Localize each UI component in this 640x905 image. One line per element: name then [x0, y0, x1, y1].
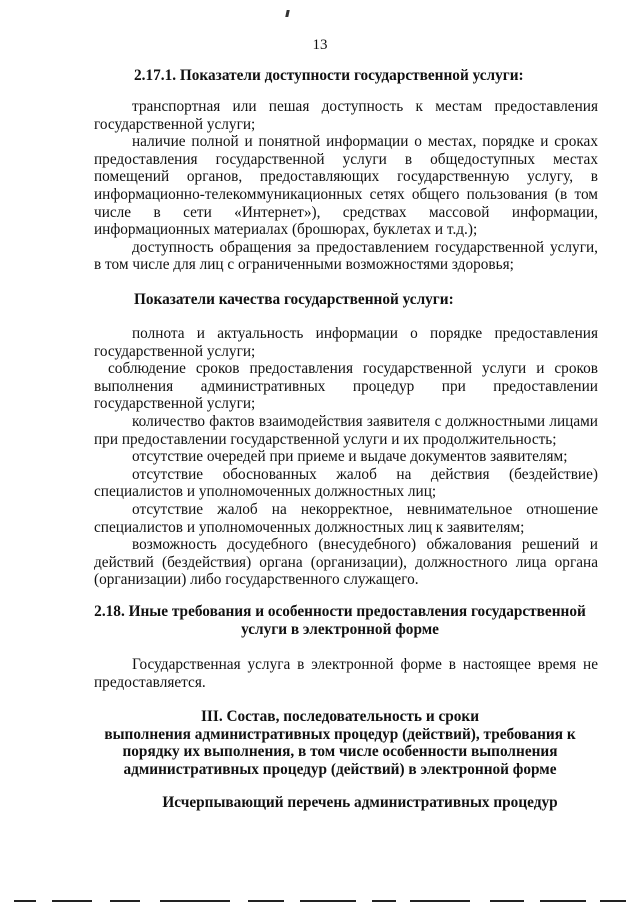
accessibility-indicators-list	[94, 98, 598, 274]
section-heading-line: услуги в электронной форме	[241, 620, 439, 638]
section-heading-line: III. Состав, последовательность и сроки	[200, 708, 480, 725]
scan-bottom-edge	[0, 895, 640, 905]
section-heading-line: выполнения административных процедур (действий), требования к	[104, 725, 576, 743]
section-heading-2-17-1: 2.17.1. Показатели доступности государственной услуги:	[134, 67, 524, 84]
list-item: отсутствие жалоб на некорректное, невнимательное отношение специалистов и уполномоченных должностных лиц к заявителям;	[94, 500, 598, 536]
section-heading-quality: Показатели качества государственной услуги:	[134, 291, 454, 308]
paragraph: Государственная услуга в электронной форме в настоящее время не предоставляется.	[94, 656, 598, 691]
list-item: соблюдение сроков предоставления государственной услуги и сроков выполнения административных процедур при предоставлении государственной услуги;	[94, 360, 598, 413]
section-heading-line: порядку их выполнения, в том числе особенности выполнения	[122, 743, 558, 761]
list-item: количество фактов взаимодействия заявителя с должностными лицами при предоставлении государственной услуги и их продолжительность;	[94, 412, 598, 448]
page-number: 13	[312, 37, 328, 53]
list-item: возможность досудебного (внесудебного) обжалования решений и действий (бездействия) органа (организации), должностного лица органа (организации) либо государственного служащего.	[94, 536, 598, 589]
list-item: полнота и актуальность информации о порядке предоставления государственной услуги;	[94, 325, 598, 360]
section-heading-line: 2.18. Иные требования и особенности предоставления государственной	[94, 603, 586, 620]
section-heading-line: административных процедур (действий) в электронной форме	[123, 760, 557, 778]
quality-indicators-list	[94, 325, 598, 589]
subsection-heading-procedures: Исчерпывающий перечень административных процедур	[162, 794, 558, 811]
list-item: доступность обращения за предоставлением государственной услуги, в том числе для лиц с ограниченными возможностями здоровья;	[94, 238, 598, 274]
electronic-form-paragraph	[94, 656, 598, 691]
list-item: наличие полной и понятной информации о местах, порядке и сроках предоставления государственной услуги в общедоступных местах помещений органов, предоставляющих государственную услугу, в информационно-телекоммуникационных сетях общего пользования (в том числе в сети «Интернет»), средствах массовой информации, информационных материалах (брошюрах, буклетах и т.д.);	[94, 133, 598, 239]
scan-speck	[285, 10, 289, 17]
list-item: транспортная или пешая доступность к местам предоставления государственной услуги;	[94, 98, 598, 133]
list-item: отсутствие обоснованных жалоб на действия (бездействие) специалистов и уполномоченных должностных лиц;	[94, 465, 598, 501]
section-heading-iii	[80, 708, 600, 778]
list-item: отсутствие очередей при приеме и выдаче документов заявителям;	[132, 448, 568, 466]
section-heading-2-18	[70, 603, 610, 638]
